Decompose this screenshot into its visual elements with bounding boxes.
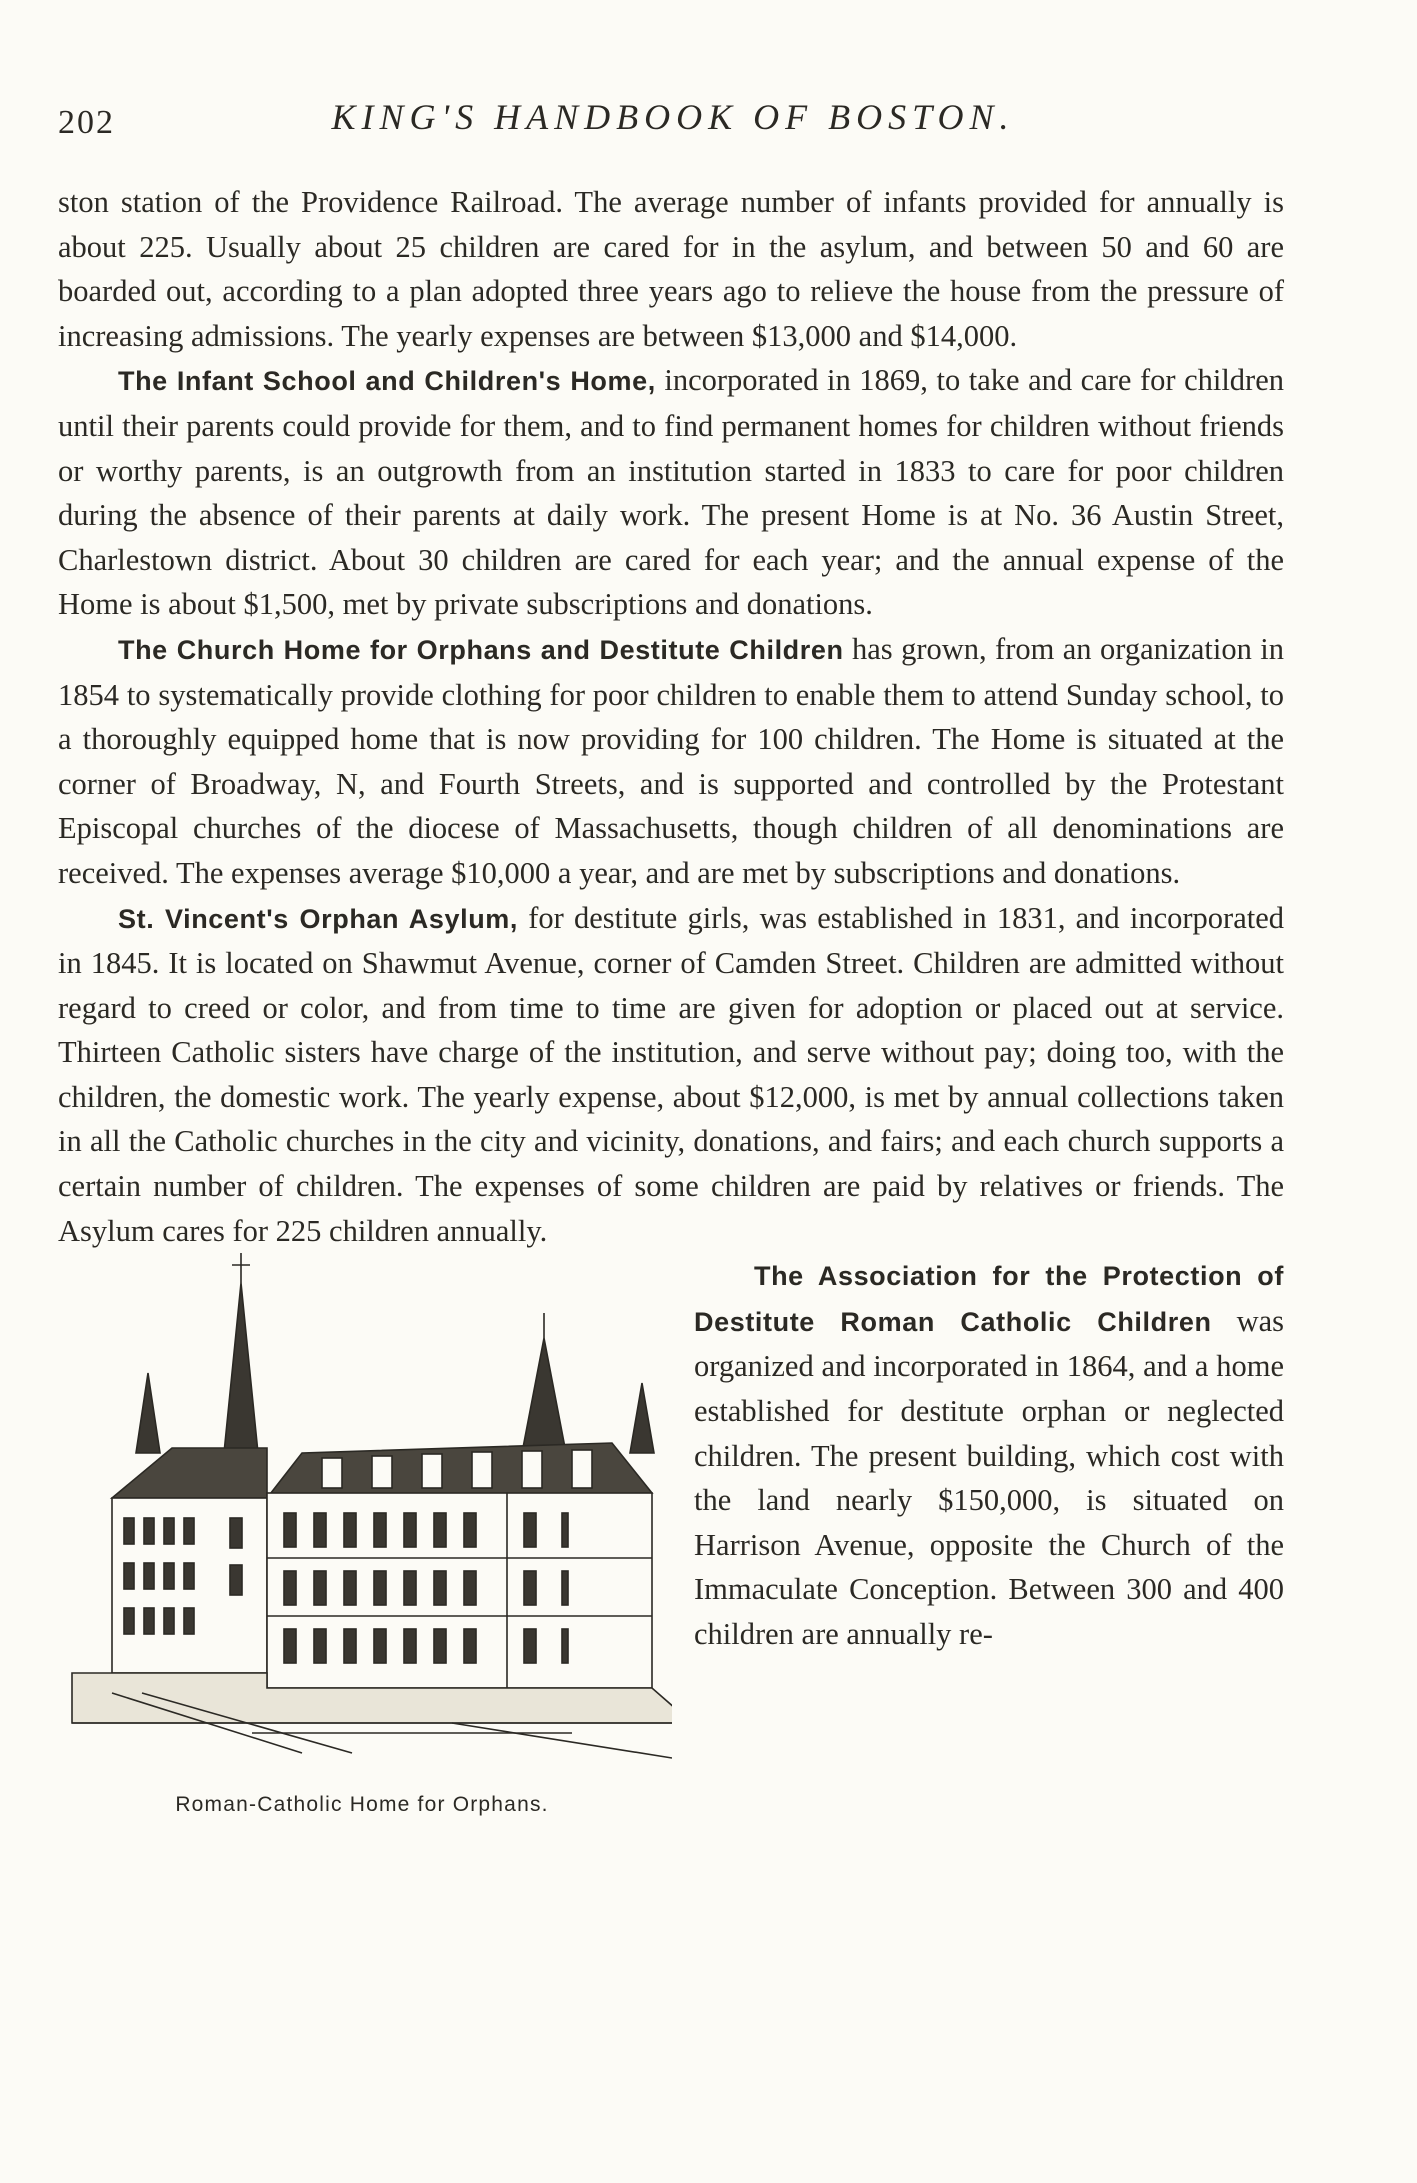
page-number: 202 — [58, 104, 115, 141]
paragraph-lead: St. Vincent's Orphan Asylum, — [118, 903, 519, 934]
paragraph-text: has grown, from an organization in 1854 to systematically provide clothing for poor children to enable them to attend Sunday school, to a thoroughly equipped home that is now providing for 100 children. The Home is situated at the corner of Broadway, N, and Fourth Streets, and is supported and controlled by the Protestant Episcopal churches of the diocese of Massachusetts, though children of all denominations are received. The expenses average $10,000 a year, and are met by subscriptions and donations. — [58, 631, 1284, 890]
paragraph-lead: The Church Home for Orphans and Destitute Children — [118, 634, 844, 665]
paragraph-text: was organized and incorporated in 1864, and a home established for destitute orphan or neglected children. The present building, which cost with the land nearly $150,000, is situated on Harrison Avenue, opposite the Church of the Immaculate Conception. Between 300 and 400 children are annually re- — [694, 1303, 1285, 1651]
paragraph — [58, 896, 1284, 1254]
orphanage-illustration — [52, 1253, 672, 1827]
paragraph-lead: The Infant School and Children's Home, — [118, 366, 656, 397]
paragraph — [58, 358, 1284, 627]
orphanage-engraving — [52, 1253, 672, 1793]
paragraph-text: incorporated in 1869, to take and care for children until their parents could provide for them, and to find permanent homes for children without friends or worthy parents, is an outgrowth from an institution started in 1833 to care for poor children during the absence of their parents at daily work. The present Home is at No. 36 Austin Street, Charlestown district. About 30 children are cared for each year; and the annual expense of the Home is about $1,500, met by private subscriptions and donations. — [58, 363, 1284, 622]
paragraph — [58, 627, 1284, 896]
figure-caption: Roman-Catholic Home for Orphans. — [175, 1792, 549, 1816]
page-header — [58, 96, 1288, 146]
running-title: KING'S HANDBOOK OF BOSTON. — [331, 97, 1015, 137]
paragraph — [58, 180, 1284, 358]
paragraph-text: for destitute girls, was established in 1831, and incorporated in 1845. It is located on Shawmut Avenue, corner of Camden Street. Children are admitted without regard to creed or color, and from time to time are given for adoption or placed out at service. Thirteen Catholic sisters have charge of the institution, and serve without pay; doing too, with the children, the domestic work. The yearly expense, about $12,000, is met by annual collections taken in all the Catholic churches in the city and vicinity, donations, and fairs; and each church supports a certain number of children. The expenses of some children are paid by relatives or friends. The Asylum cares for 225 children annually. — [58, 900, 1285, 1248]
paragraph-lead: The Association for the Protection of Destitute Roman Catholic Children — [694, 1261, 1284, 1337]
paragraph-text: ston station of the Providence Railroad. The average number of infants provided for annually is about 225. Usually about 25 children are cared for in the asylum, and between 50 and 60 are boarded out, according to a plan adopted three years ago to relieve the house from the pressure of increasing admissions. The yearly expenses are between $13,000 and $14,000. — [58, 185, 1284, 353]
body-text — [58, 180, 1284, 1827]
